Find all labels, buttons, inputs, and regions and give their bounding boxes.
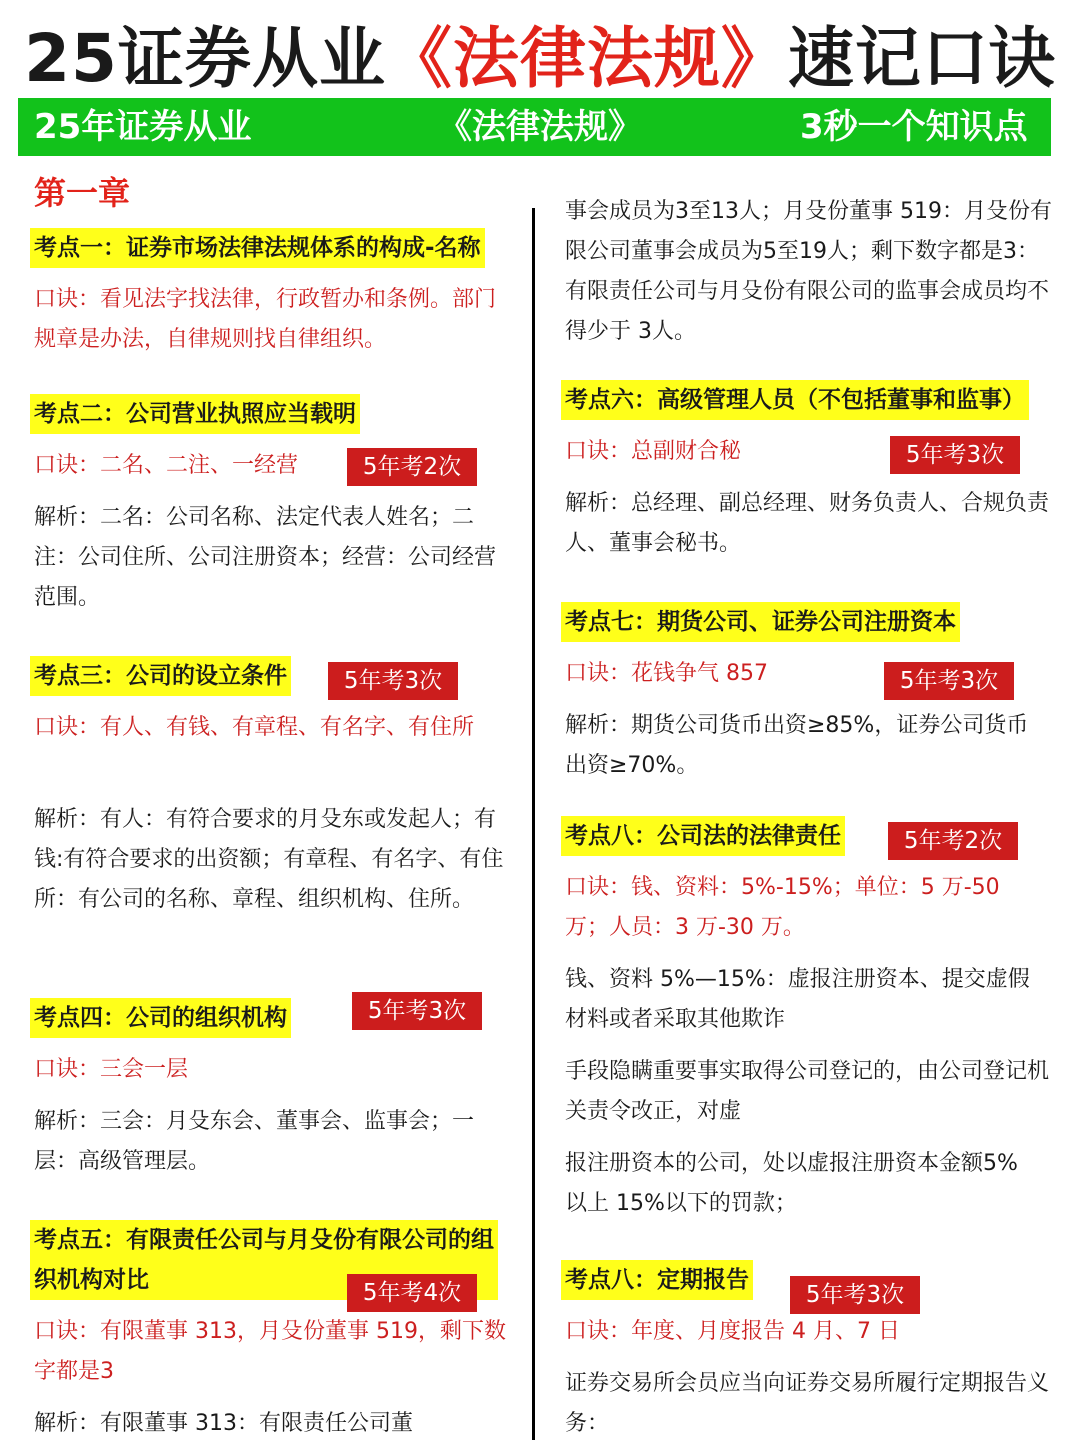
banner-middle-text: 《法律法规》 (438, 107, 642, 147)
point-5-mnemonic: 口诀：有限董事 313，月殳份董事 519，剩下数字都是3 (34, 1319, 506, 1384)
point-8-text-2: 手段隐瞒重要事实取得公司登记的，由公司登记机关责令改正，对虚 (565, 1059, 1050, 1124)
point-4-title: 考点四：公司的组织机构 (30, 998, 291, 1038)
point-5-analysis: 解析：有限董事 313：有限责任公司董 (34, 1411, 413, 1436)
banner-left-text: 25年证券从业 (34, 107, 252, 147)
point-7-title: 考点七：期货公司、证券公司注册资本 (561, 602, 960, 642)
point-7-analysis: 解析：期货公司货币出资≥85%，证券公司货币出资≥70%。 (565, 713, 1029, 778)
point-2-frequency-badge: 5年考2次 (347, 448, 477, 486)
point-6-frequency-badge: 5年考3次 (890, 436, 1020, 474)
point-8-text-1: 钱、资料 5%—15%：虚报注册资本、提交虚假材料或者采取其他欺诈 (565, 967, 1030, 1032)
point-6-mnemonic: 口诀：总副财合秘 (565, 439, 742, 464)
point-7-mnemonic: 口诀：花钱争气 857 (565, 661, 768, 686)
point-1-mnemonic: 口诀：看见法字找法律，行政暂办和条例。部门规章是办法，自律规则找自律组织。 (34, 287, 497, 352)
point-2-title: 考点二：公司营业执照应当载明 (30, 394, 360, 434)
subtitle-banner (18, 98, 1051, 156)
point-5-title: 考点五：有限责任公司与月殳份有限公司的组织机构对比 (30, 1220, 498, 1300)
point-8-text-3: 报注册资本的公司，处以虚报注册资本金额5%以上 15%以下的罚款； (565, 1151, 1018, 1216)
point-8-title: 考点八：公司法的法律责任 (561, 816, 845, 856)
banner-right-text: 3秒一个知识点 (800, 107, 1028, 147)
column-divider (532, 208, 535, 1440)
point-3-title: 考点三：公司的设立条件 (30, 656, 291, 696)
chapter-heading: 第一章 (34, 174, 131, 212)
point-6-title: 考点六：高级管理人员（不包括董事和监事） (561, 380, 1029, 420)
point-8-mnemonic: 口诀：钱、资料：5%-15%；单位：5 万-50 万；人员：3 万-30 万。 (565, 875, 1000, 940)
point-2-analysis: 解析：二名：公司名称、法定代表人姓名；二注：公司住所、公司注册资本；经营：公司经营范围。 (34, 505, 497, 610)
page-title (0, 14, 1080, 104)
point-2-mnemonic: 口诀：二名、二注、一经营 (34, 453, 299, 478)
point-1-title: 考点一：证券市场法律法规体系的构成-名称 (30, 228, 485, 268)
point-3-frequency-badge: 5年考3次 (328, 662, 458, 700)
point-5-analysis-continued: 事会成员为3至13人；月殳份董事 519：月殳份有限公司董事会成员为5至19人；剩下数字都是3：有限责任公司与月殳份有限公司的监事会成员均不得少于 3人。 (565, 199, 1052, 344)
point-4-frequency-badge: 5年考3次 (352, 992, 482, 1030)
point-6-analysis: 解析：总经理、副总经理、财务负责人、合规负责人、董事会秘书。 (565, 491, 1050, 556)
point-4-mnemonic: 口诀：三会一层 (34, 1057, 189, 1082)
point-4-analysis: 解析：三会：月殳东会、董事会、监事会；一层：高级管理层。 (34, 1109, 475, 1174)
point-9-title: 考点八：定期报告 (561, 1260, 753, 1300)
point-3-mnemonic: 口诀：有人、有钱、有章程、有名字、有住所 (34, 715, 475, 740)
point-7-frequency-badge: 5年考3次 (884, 662, 1014, 700)
title-highlight: 《法律法规》 (385, 20, 788, 97)
point-8-frequency-badge: 5年考2次 (888, 822, 1018, 860)
title-suffix: 速记口诀 (787, 20, 1056, 97)
point-9-mnemonic: 口诀：年度、月度报告 4 月、7 日 (565, 1319, 900, 1344)
point-5-frequency-badge: 5年考4次 (347, 1274, 477, 1312)
point-9-frequency-badge: 5年考3次 (790, 1276, 920, 1314)
point-9-text: 证券交易所会员应当向证券交易所履行定期报告义务： (565, 1371, 1050, 1436)
point-3-analysis: 解析：有人：有符合要求的月殳东或发起人；有钱:有符合要求的出资额；有章程、有名字、有住所：有公司的名称、章程、组织机构、住所。 (34, 807, 504, 912)
title-prefix: 25证券从业 (24, 20, 386, 97)
